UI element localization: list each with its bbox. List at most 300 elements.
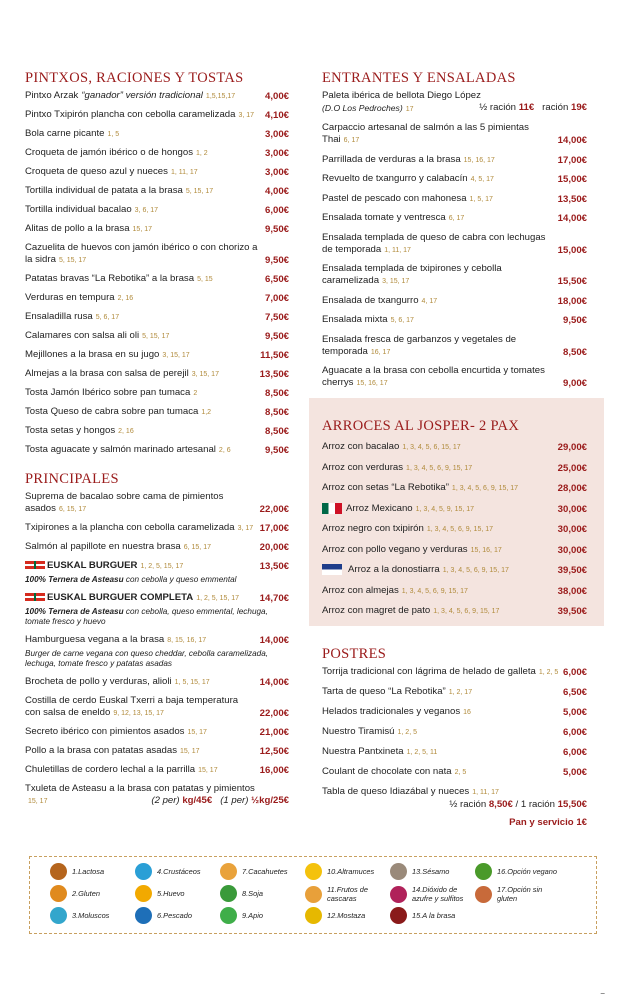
egg-icon — [135, 885, 152, 902]
item-allergens: 1, 5, 17 — [469, 195, 493, 203]
menu-item — [322, 746, 587, 759]
sesame-icon — [390, 863, 407, 880]
legend-label: 8.Soja — [242, 889, 263, 898]
left-column — [25, 70, 289, 814]
menu-item — [322, 441, 587, 454]
menu-item — [322, 365, 587, 390]
item-allergens: 1, 3, 4, 5, 6, 15, 17 — [402, 444, 461, 451]
queso-half-price: 8,50€ — [488, 799, 513, 810]
item-price: 38,00€ — [557, 585, 587, 597]
item-text — [322, 232, 558, 257]
item-allergens: 1, 3, 4, 5, 6, 9, 15, 17 — [426, 526, 494, 534]
item-name: Verduras en tempura — [25, 292, 115, 303]
item-text — [25, 541, 260, 554]
item-name: Arroz con almejas — [322, 584, 399, 596]
item-allergens: 5, 15 — [197, 276, 213, 283]
item-text — [322, 666, 563, 679]
item-price: 3,00€ — [264, 167, 289, 178]
item-price: 18,00€ — [557, 295, 587, 307]
euskal-burguer-desc — [25, 575, 289, 586]
legend-entry — [50, 885, 132, 902]
menu-item — [322, 154, 587, 167]
item-price: 22,00€ — [259, 504, 289, 515]
euskal-burguer-completa-item — [25, 592, 289, 605]
item-allergens: 3, 17 — [237, 525, 254, 532]
legend-label: 17.Opción sin gluten — [497, 885, 543, 903]
legend-entry — [135, 863, 217, 880]
desc-bold: 100% Ternera de Asteasu — [25, 606, 124, 616]
menu-item — [322, 544, 587, 557]
item-price: 39,50€ — [557, 606, 587, 618]
item-allergens: 2 — [193, 390, 198, 397]
item-allergens: 2, 16 — [118, 428, 134, 435]
item-text — [25, 128, 265, 141]
legend-label: 15.A la brasa — [412, 911, 456, 920]
donostia-flag-icon — [322, 564, 342, 575]
menu-item — [25, 387, 289, 400]
item-name: Tarta de queso “La Rebotika” — [322, 686, 446, 697]
menu-item — [25, 444, 289, 457]
arroces-box — [309, 398, 604, 626]
legend-label: 10.Altramuces — [327, 867, 375, 876]
menu-item — [322, 666, 587, 679]
item-allergens: 1,5,15,17 — [205, 93, 236, 100]
menu-item — [322, 212, 587, 225]
item-price: 17,00€ — [557, 154, 587, 166]
item-allergens: 5, 15, 17 — [58, 257, 87, 264]
item-allergens: 1, 3, 4, 5, 6, 9, 15, 17 — [406, 464, 473, 472]
item-price: 20,00€ — [259, 542, 289, 553]
menu-item — [322, 122, 587, 147]
menu-item — [25, 166, 289, 179]
principales-title: PRINCIPALES — [25, 471, 119, 487]
item-text — [322, 334, 563, 359]
item-name: Arroz con bacalao — [322, 441, 400, 452]
item-price: 14,00€ — [259, 634, 289, 646]
menu-item — [25, 90, 289, 103]
menu-item — [25, 425, 289, 438]
item-allergens: 2, 6 — [218, 447, 231, 454]
item-name: EUSKAL BURGUER COMPLETA — [47, 591, 194, 603]
item-allergens: 5, 6, 17 — [95, 314, 120, 321]
item-name: Nuestro Tiramisú — [322, 726, 395, 737]
item-allergens: 17 — [405, 106, 414, 113]
sulphite-icon — [390, 886, 407, 903]
shell-icon — [50, 907, 67, 924]
item-allergens: 1, 11, 17 — [170, 169, 198, 176]
item-text — [25, 425, 265, 438]
menu-item — [25, 311, 289, 324]
item-name: Coulant de chocolate con nata — [322, 766, 452, 777]
peanut-icon — [220, 863, 237, 880]
menu-item — [25, 676, 289, 689]
item-text — [322, 746, 563, 759]
item-allergens: 1, 5, 15, 17 — [174, 678, 210, 686]
pan-servicio: Pan y servicio 1€ — [509, 817, 587, 828]
item-allergens: 1,2 — [201, 409, 212, 416]
item-allergens: 1, 11, 17 — [472, 789, 499, 796]
item-name: Tabla de queso Idiazábal y nueces — [322, 786, 470, 797]
item-text — [25, 90, 265, 103]
item-name: Pintxo Arzak — [25, 90, 79, 101]
item-allergens: 1, 3, 4, 5, 9, 15, 17 — [415, 505, 475, 513]
txuleta-p2: ½kg/25€ — [251, 794, 289, 806]
item-name: Txipirones a la plancha con cebolla caramelizada — [25, 522, 235, 533]
item-price: 30,00€ — [557, 544, 587, 556]
legend-entry — [390, 907, 472, 924]
menu-item — [322, 263, 587, 288]
menu-item — [322, 295, 587, 308]
item-name: Mejillones a la brasa en su jugo — [25, 349, 160, 360]
menu-item — [25, 349, 289, 362]
menu-item — [25, 204, 289, 217]
item-price: 22,00€ — [259, 707, 289, 719]
item-price: 25,00€ — [557, 462, 587, 474]
item-text — [25, 349, 260, 362]
item-name: Pintxo Txipirón plancha con cebolla caramelizada — [25, 109, 236, 120]
legend-label: 13.Sésamo — [412, 867, 450, 876]
paleta-origin: (D.O Los Pedroches) — [322, 103, 403, 113]
item-name: Paleta ibérica de bellota Diego López — [322, 90, 481, 101]
item-text — [25, 273, 265, 286]
menu-item — [322, 503, 587, 516]
txuleta-p2-label: (1 per) — [220, 794, 249, 806]
item-allergens: 6, 15, 17 — [183, 544, 211, 551]
item-text — [322, 173, 558, 186]
item-name: Croqueta de queso azul y nueces — [25, 166, 168, 177]
item-text — [322, 462, 558, 475]
item-price: 6,00€ — [562, 667, 587, 678]
legend-entry — [475, 863, 557, 880]
menu-item — [322, 564, 587, 577]
menu-item — [25, 147, 289, 160]
txuleta-p1-label: (2 per) — [151, 794, 180, 806]
item-text — [322, 365, 563, 390]
item-name: Carpaccio artesanal de salmón a las 5 pimientas Thai — [322, 122, 529, 145]
postres-list — [322, 666, 587, 779]
item-name: Tortilla individual bacalao — [25, 204, 132, 215]
item-allergens: 15, 17 — [187, 728, 207, 736]
desc-text: con cebolla, queso emmental, lechuga, tomate fresco y huevo — [25, 606, 268, 626]
item-name: Croqueta de jamón ibérico o de hongos — [25, 147, 194, 158]
item-price: 9,50€ — [264, 224, 289, 235]
item-name: Aguacate a la brasa con cebolla encurtida y tomates cherrys — [322, 365, 545, 388]
item-price: 8,50€ — [562, 346, 587, 358]
euskal-burguer-item — [25, 560, 289, 573]
menu-item — [322, 726, 587, 739]
item-name: Pollo a la brasa con patatas asadas — [25, 744, 178, 756]
arroces-list — [322, 441, 587, 618]
item-text — [322, 523, 558, 536]
item-price: 9,00€ — [562, 378, 587, 389]
menu-item — [322, 462, 587, 475]
item-text — [25, 311, 265, 324]
item-allergens: 4, 17 — [421, 297, 438, 305]
item-price: 6,00€ — [562, 747, 587, 758]
item-allergens: 2, 5 — [454, 769, 467, 776]
legend-entry — [135, 885, 217, 902]
item-italic: “ganador” versión tradicional — [81, 90, 203, 101]
item-text — [25, 368, 260, 381]
item-allergens: 3, 15, 17 — [191, 371, 219, 378]
item-name: Hamburguesa vegana a la brasa — [25, 633, 165, 645]
item-price: 15,00€ — [557, 244, 587, 256]
menu-item — [25, 522, 289, 535]
item-price: 39,50€ — [557, 565, 587, 577]
item-allergens: 1, 3, 4, 5, 6, 9, 15, 17 — [401, 587, 468, 595]
menu-item — [25, 541, 289, 554]
item-desc: Burger de carne vegana con queso cheddar, cebolla caramelizada, lechuga, tomate fresco y patatas asadas — [25, 648, 269, 668]
mustard-icon — [305, 907, 322, 924]
item-text — [25, 634, 260, 647]
item-text — [322, 314, 563, 327]
item-name: Nuestra Pantxineta — [322, 746, 404, 757]
legend-entry — [220, 907, 302, 924]
item-name: Ensalada templada de queso de cabra con lechugas de temporada — [322, 231, 546, 255]
item-allergens: 1, 2, 5 — [397, 729, 417, 736]
item-text — [25, 292, 265, 305]
legend-entry — [305, 907, 387, 924]
item-name: Tosta Jamón Ibérico sobre pan tumaca — [25, 387, 191, 398]
paleta-item — [322, 90, 587, 116]
item-price: 14,00€ — [259, 676, 289, 688]
item-text — [25, 185, 265, 198]
menu-item — [322, 193, 587, 206]
item-text — [25, 330, 265, 343]
menu-item — [322, 523, 587, 536]
item-text — [322, 295, 558, 308]
queso-sep: / 1 ración — [515, 799, 555, 810]
entrantes-list — [322, 122, 587, 390]
item-price: 30,00€ — [557, 524, 587, 536]
item-allergens: 15, 16, 17 — [356, 380, 388, 387]
item-name: Helados tradicionales y veganos — [322, 706, 461, 717]
menu-item — [25, 695, 289, 720]
menu-item — [25, 128, 289, 141]
legend-entry — [135, 907, 217, 924]
legend-entry — [390, 863, 472, 880]
item-price: 17,00€ — [259, 523, 289, 534]
desc-text: con cebolla y queso emmental — [123, 575, 237, 584]
item-allergens: 1, 2, 5, 15, 17 — [140, 563, 184, 570]
item-name: Arroz con pollo vegano y verduras — [322, 543, 468, 555]
item-text — [322, 686, 563, 699]
menu-item — [25, 292, 289, 305]
item-price: 11,50€ — [260, 350, 289, 361]
txuleta-item — [25, 783, 289, 808]
item-price: 21,00€ — [259, 726, 289, 738]
item-price: 8,50€ — [264, 388, 289, 399]
item-text — [322, 564, 558, 577]
item-name: Cazuelita de huevos con jamón ibérico o con chorizo a la sidra — [25, 242, 258, 265]
menu-item — [25, 273, 289, 286]
menu-item — [25, 223, 289, 236]
postres-column — [322, 646, 587, 828]
item-name: Bola carne picante — [25, 128, 105, 139]
item-name: Tosta setas y hongos — [25, 425, 116, 436]
item-text — [25, 406, 265, 419]
item-text — [322, 482, 558, 495]
item-name: Arroz con setas “La Rebotika” — [322, 482, 449, 493]
item-allergens: 8, 15, 16, 17 — [167, 636, 207, 644]
item-price: 4,10€ — [264, 110, 289, 121]
menu-item — [322, 585, 587, 598]
item-price: 14,00€ — [557, 135, 587, 146]
legend-entry — [475, 885, 557, 903]
item-allergens: 1, 2, 5 — [538, 669, 559, 676]
basque-flag-icon — [25, 561, 45, 569]
item-text — [25, 242, 265, 267]
item-allergens: 1, 5 — [107, 131, 120, 138]
item-text — [322, 503, 558, 516]
paleta-full-price: 19€ — [570, 102, 587, 113]
item-name: Tosta Queso de cabra sobre pan tumaca — [25, 406, 199, 417]
item-name: Ensalada fresca de garbanzos y vegetales de temporada — [322, 333, 517, 357]
fish-icon — [135, 907, 152, 924]
item-allergens: 5, 15, 17 — [185, 188, 214, 195]
item-name: Revuelto de txangurro y calabacín — [322, 173, 468, 184]
item-name: Tosta aguacate y salmón marinado artesanal — [25, 444, 216, 455]
legend-label: 3.Moluscos — [72, 911, 110, 920]
menu-item — [25, 368, 289, 381]
legend-label: 12.Mostaza — [327, 911, 366, 920]
menu-item — [322, 232, 587, 257]
item-text — [322, 726, 563, 739]
item-allergens: 15, 17 — [28, 797, 48, 805]
celery-icon — [220, 907, 237, 924]
legend-entry — [305, 863, 387, 880]
item-text — [25, 109, 265, 122]
postres-title: POSTRES — [322, 646, 387, 662]
item-price: 8,50€ — [264, 426, 289, 437]
item-price: 4,00€ — [264, 91, 289, 102]
item-allergens: 6, 17 — [448, 215, 465, 222]
item-allergens: 15, 17 — [132, 226, 152, 233]
item-text — [322, 544, 558, 557]
legend-label: 14.Dióxido de azufre y sulfitos — [412, 885, 464, 903]
tabla-queso-item — [322, 786, 587, 811]
item-name: Salmón al papillote en nuestra brasa — [25, 541, 181, 552]
menu-item — [25, 109, 289, 122]
item-allergens: 1, 2, 5, 11 — [406, 749, 438, 756]
soy-icon — [220, 885, 237, 902]
item-allergens: 15, 17 — [198, 766, 218, 774]
page-mark: ‾ — [601, 993, 605, 1004]
item-name: Secreto ibérico con pimientos asados — [25, 725, 185, 737]
legend-label: 7.Cacahuetes — [242, 867, 288, 876]
item-allergens: 3, 17 — [238, 112, 255, 119]
paleta-full-label: ración — [542, 102, 569, 113]
menu-item — [25, 745, 289, 758]
legend-label: 2.Gluten — [72, 889, 100, 898]
item-name: Ensalada de txangurro — [322, 294, 419, 306]
menu-item — [25, 185, 289, 198]
item-text — [25, 387, 265, 400]
item-price: 13,50€ — [259, 369, 289, 380]
item-allergens: 1, 3, 4, 5, 6, 9, 15, 17 — [442, 567, 509, 575]
item-allergens: 1, 2, 17 — [448, 689, 473, 696]
item-name: Alitas de pollo a la brasa — [25, 223, 130, 234]
gluten-free-icon — [475, 886, 492, 903]
item-price: 15,00€ — [557, 174, 587, 185]
item-allergens: 2, 16 — [117, 295, 134, 302]
menu-item — [25, 491, 289, 516]
menu-item — [322, 686, 587, 699]
entrantes-title: ENTRANTES Y ENSALADAS — [322, 70, 516, 86]
principales-list — [25, 491, 289, 554]
queso-full-price: 15,50€ — [557, 799, 587, 810]
menu-item — [322, 766, 587, 779]
item-name: EUSKAL BURGUER — [47, 560, 138, 571]
item-price: 13,50€ — [259, 561, 289, 572]
item-allergens: 1, 3, 4, 5, 6, 9, 15, 17 — [451, 485, 519, 492]
item-price: 7,50€ — [264, 312, 289, 323]
item-allergens: 16, 17 — [370, 348, 391, 356]
milk-icon — [50, 863, 67, 880]
item-name: Arroz a la donostiarra — [348, 564, 440, 576]
item-name: Brocheta de pollo y verduras, alioli — [25, 675, 172, 687]
legend-label: 11.Frutos de cascaras — [327, 885, 368, 903]
item-price: 29,00€ — [557, 442, 587, 453]
item-text — [25, 491, 260, 516]
item-name: Chuletillas de cordero lechal a la parrilla — [25, 763, 196, 775]
legend-entry — [305, 885, 387, 903]
item-price: 6,50€ — [264, 274, 289, 285]
menu-item — [322, 706, 587, 719]
item-price: 5,00€ — [562, 767, 587, 778]
item-text — [322, 212, 558, 225]
arroces-title: ARROCES AL JOSPER- 2 PAX — [322, 418, 520, 434]
item-allergens: 5, 15, 17 — [142, 333, 170, 340]
item-price: 8,50€ — [264, 407, 289, 418]
legend-label: 5.Huevo — [157, 889, 185, 898]
item-text — [25, 147, 265, 160]
item-name: Ensalada templada de txipirones y cebolla caramelizada — [322, 263, 502, 286]
item-text — [25, 764, 260, 777]
item-name: Arroz negro con txipirón — [322, 523, 424, 535]
right-column — [322, 70, 587, 397]
menu-item — [322, 334, 587, 359]
item-allergens: 4, 5, 17 — [470, 176, 494, 183]
legend-label: 4.Crustáceos — [157, 867, 201, 876]
item-price: 3,00€ — [264, 148, 289, 159]
item-text — [322, 263, 558, 288]
item-price: 9,50€ — [562, 315, 587, 326]
basque-flag-icon — [25, 593, 45, 601]
item-text — [322, 605, 558, 618]
vegan-icon — [475, 863, 492, 880]
menu-item — [25, 726, 289, 739]
item-name: Suprema de bacalao sobre cama de pimientos asados — [25, 491, 224, 514]
item-allergens: 1, 2 — [196, 150, 208, 157]
item-price: 6,50€ — [562, 687, 587, 698]
legend-label: 1.Lactosa — [72, 867, 105, 876]
item-price: 14,00€ — [557, 213, 587, 224]
item-text — [322, 193, 558, 206]
item-text — [25, 522, 260, 535]
item-name: Ensaladilla rusa — [25, 311, 93, 322]
item-allergens: 16 — [463, 709, 471, 716]
item-name: Ensalada tomate y ventresca — [322, 212, 446, 223]
item-name: Parrillada de verduras a la brasa — [322, 153, 461, 165]
item-text — [322, 154, 558, 167]
item-name: Txuleta de Asteasu a la brasa con patatas y pimientos — [25, 782, 255, 794]
nut-icon — [305, 886, 322, 903]
item-allergens: 3, 15, 17 — [382, 278, 410, 285]
desc-bold: 100% Ternera de Asteasu — [25, 575, 124, 584]
euskal-burguer-completa-desc — [25, 607, 289, 628]
item-price: 28,00€ — [557, 483, 587, 494]
